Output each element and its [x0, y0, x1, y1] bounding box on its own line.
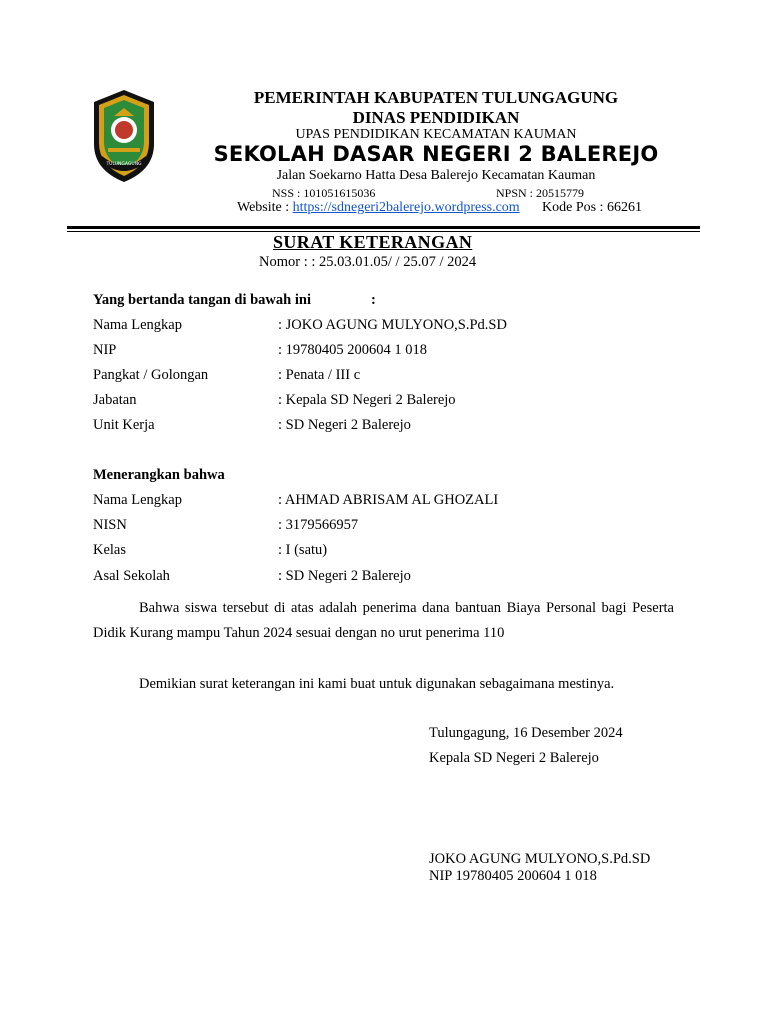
student-class-value: : I (satu)	[278, 542, 328, 558]
header-address: Jalan Soekarno Hatta Desa Balerejo Kecamatan Kauman	[276, 168, 596, 183]
student-nisn-label: NISN	[93, 517, 127, 533]
signer-title: Kepala SD Negeri 2 Balerejo	[429, 750, 599, 766]
signer-unit-value: : SD Negeri 2 Balerejo	[278, 417, 411, 433]
statement-paragraph	[93, 596, 674, 646]
signer-rank-value: : Penata / III c	[278, 367, 361, 383]
statement-text: Bahwa siswa tersebut di atas adalah penerima dana bantuan Biaya Personal bagi Peserta Didik Kurang mampu Tahun 2024 sesuai dengan no urut penerima 110	[93, 600, 674, 641]
student-nisn-value: : 3179566957	[278, 517, 359, 533]
website-link[interactable]: https://sdnegeri2balerejo.wordpress.com	[292, 200, 520, 215]
closing-paragraph	[93, 672, 674, 697]
signer-rank-label: Pangkat / Golongan	[93, 367, 209, 383]
header-postal-code: Kode Pos : 66261	[542, 200, 642, 215]
header-school-name: SEKOLAH DASAR NEGERI 2 BALEREJO	[213, 142, 659, 166]
document-number: Nomor : : 25.03.01.05/ / 25.07 / 2024	[259, 254, 477, 270]
document-title: SURAT KETERANGAN	[273, 232, 473, 252]
letterhead-rule-thick	[67, 226, 700, 229]
header-npsn: NPSN : 20515779	[496, 186, 585, 200]
header-office: UPAS PENDIDIKAN KECAMATAN KAUMAN	[295, 127, 577, 142]
student-school-label: Asal Sekolah	[93, 568, 170, 584]
header-website-line	[237, 200, 520, 216]
signer-unit-label: Unit Kerja	[93, 417, 155, 433]
signer-nip: NIP 19780405 200604 1 018	[429, 868, 597, 884]
student-intro: Menerangkan bahwa	[93, 467, 225, 483]
student-class-label: Kelas	[93, 542, 127, 558]
signer-nip-value: : 19780405 200604 1 018	[278, 342, 428, 358]
header-nss: NSS : 101051615036	[272, 186, 376, 200]
signer-intro-colon: :	[371, 292, 376, 308]
signer-position-value: : Kepala SD Negeri 2 Balerejo	[278, 392, 456, 408]
place-date: Tulungagung, 16 Desember 2024	[429, 725, 623, 741]
website-label: Website :	[237, 200, 293, 215]
signer-nip-label: NIP	[93, 342, 117, 358]
signer-name-value: : JOKO AGUNG MULYONO,S.Pd.SD	[278, 317, 507, 333]
student-name-label: Nama Lengkap	[93, 492, 182, 508]
signer-position-label: Jabatan	[93, 392, 137, 408]
header-department: DINAS PENDIDIKAN	[352, 108, 520, 127]
closing-text: Demikian surat keterangan ini kami buat untuk digunakan sebagaimana mestinya.	[139, 676, 615, 692]
student-name-value: : AHMAD ABRISAM AL GHOZALI	[278, 492, 499, 508]
logo-text: TULUNGAGUNG	[106, 162, 142, 167]
signer-name-label: Nama Lengkap	[93, 317, 182, 333]
signer-full-name: JOKO AGUNG MULYONO,S.Pd.SD	[429, 851, 651, 867]
student-school-value: : SD Negeri 2 Balerejo	[278, 568, 411, 584]
signer-intro: Yang bertanda tangan di bawah ini	[93, 292, 311, 308]
header-government: PEMERINTAH KABUPATEN TULUNGAGUNG	[253, 88, 619, 107]
